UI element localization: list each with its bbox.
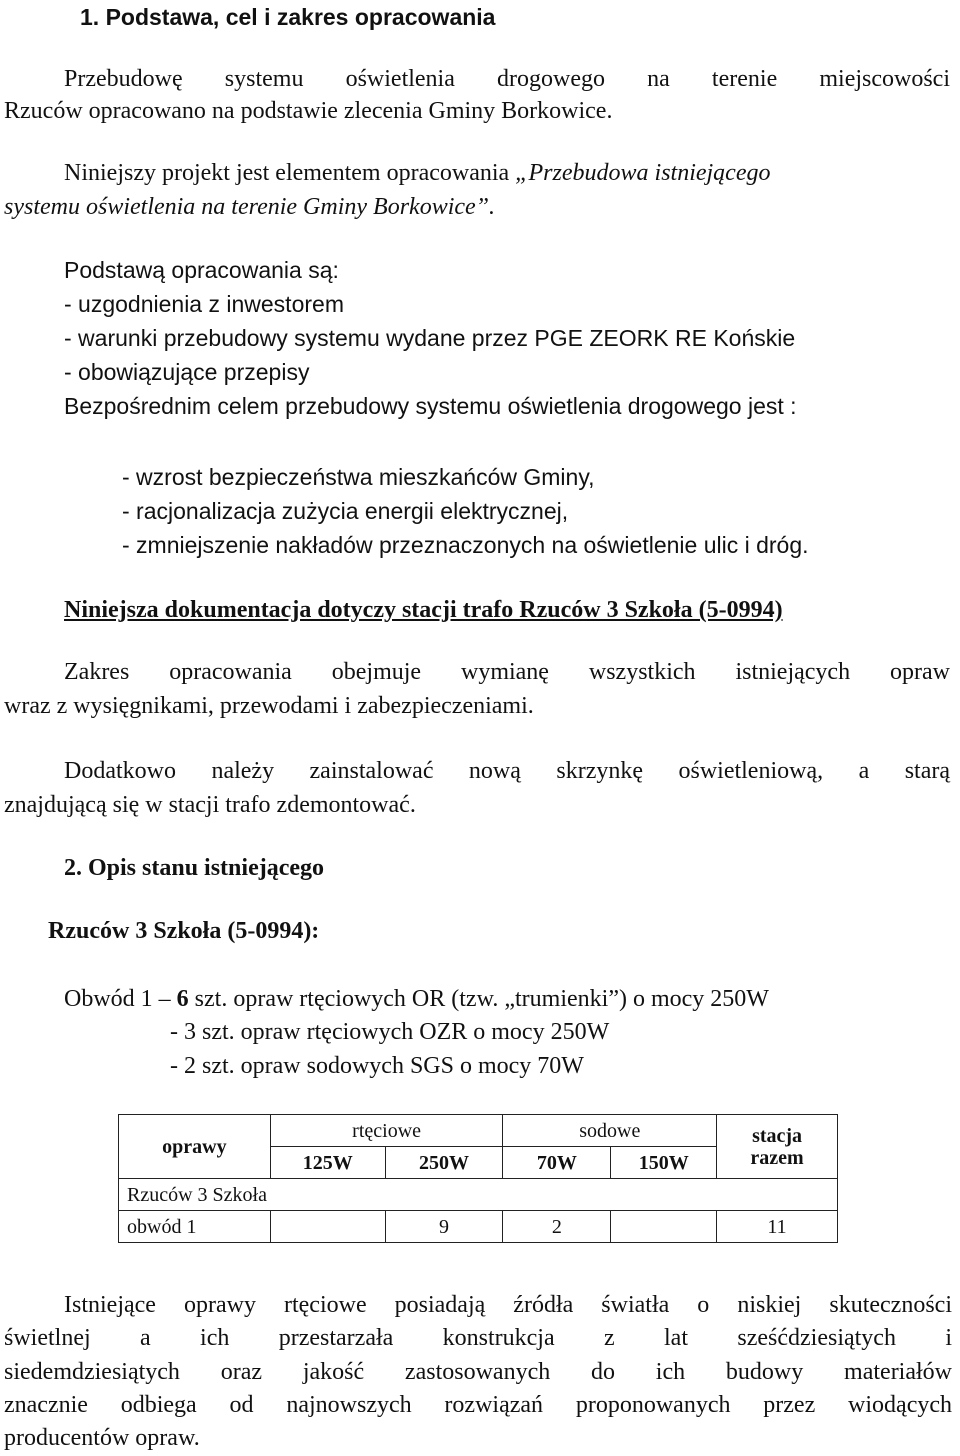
cell-total: 11 <box>717 1211 838 1243</box>
list-item: - racjonalizacja zużycia energii elektrycznej, <box>122 498 569 524</box>
header-razem: razem <box>750 1146 804 1169</box>
list-item: - obowiązujące przepisy <box>64 359 310 385</box>
cell-70w: 2 <box>503 1211 611 1243</box>
header-70w: 70W <box>503 1147 611 1179</box>
station-heading: Rzuców 3 Szkoła (5-0994): <box>48 918 320 944</box>
list-item: - zmniejszenie nakładów przeznaczonych na oświetlenie ulic i dróg. <box>122 532 809 558</box>
goal-title: Bezpośrednim celem przebudowy systemu oświetlenia drogowego jest : <box>64 393 797 419</box>
header-oprawy: oprawy <box>119 1115 271 1179</box>
header-125w: 125W <box>270 1147 385 1179</box>
paragraph-line: znacznie odbiega od najnowszych rozwiązań proponowanych przez wiodących <box>4 1392 952 1418</box>
list-item: - uzgodnienia z inwestorem <box>64 291 344 317</box>
section-1-heading: 1. Podstawa, cel i zakres opracowania <box>80 4 496 30</box>
paragraph-line: Przebudowę systemu oświetlenia drogowego na terenie miejscowości <box>64 66 950 92</box>
list-item: - wzrost bezpieczeństwa mieszkańców Gminy, <box>122 464 595 490</box>
section-2-heading: 2. Opis stanu istniejącego <box>64 855 325 881</box>
basis-title: Podstawą opracowania są: <box>64 257 339 283</box>
paragraph-line: znajdującą się w stacji trafo zdemontować. <box>4 792 416 818</box>
luminaire-table <box>118 1114 838 1243</box>
paragraph-line: producentów opraw. <box>4 1425 200 1451</box>
header-stacja: stacja <box>752 1124 803 1147</box>
paragraph-text: Niniejszy projekt jest elementem opracowania <box>64 160 516 186</box>
row-label: obwód 1 <box>119 1211 271 1243</box>
project-title-italic: „Przebudowa istniejącego <box>515 160 771 186</box>
paragraph-line <box>64 156 771 190</box>
paragraph-line: Dodatkowo należy zainstalować nową skrzynkę oświetleniową, a starą <box>64 758 950 784</box>
header-sodowe: sodowe <box>503 1115 717 1147</box>
paragraph-line: wraz z wysięgnikami, przewodami i zabezpieczeniami. <box>4 693 534 719</box>
circuit-line: - 3 szt. opraw rtęciowych OZR o mocy 250W <box>170 1019 610 1045</box>
project-title-italic: systemu oświetlenia na terenie Gminy Borkowice”. <box>4 194 496 220</box>
circuit-line: - 2 szt. opraw sodowych SGS o mocy 70W <box>170 1053 584 1079</box>
station-row: Rzuców 3 Szkoła <box>119 1179 838 1211</box>
cell-150w <box>611 1211 717 1243</box>
circuit-count: 6 <box>176 986 189 1012</box>
circuit-prefix: Obwód 1 – <box>64 986 177 1012</box>
header-150w: 150W <box>611 1147 717 1179</box>
paragraph-line: świetlnej a ich przestarzała konstrukcja z lat sześćdziesiątych i <box>4 1325 952 1351</box>
header-stacja-razem <box>717 1115 838 1179</box>
header-250w: 250W <box>385 1147 503 1179</box>
paragraph-line: Istniejące oprawy rtęciowe posiadają źródła światła o niskiej skuteczności <box>64 1292 952 1318</box>
circuit-line <box>64 982 769 1016</box>
cell-125w <box>270 1211 385 1243</box>
paragraph-line: Zakres opracowania obejmuje wymianę wszystkich istniejących opraw <box>64 659 950 685</box>
list-item: - warunki przebudowy systemu wydane przez PGE ZEORK RE Końskie <box>64 325 796 351</box>
paragraph-line: siedemdziesiątych oraz jakość zastosowanych do ich budowy materiałów <box>4 1359 952 1385</box>
cell-250w: 9 <box>385 1211 503 1243</box>
document-scope-statement: Niniejsza dokumentacja dotyczy stacji trafo Rzuców 3 Szkoła (5-0994) <box>64 597 783 623</box>
paragraph-line: Rzuców opracowano na podstawie zlecenia Gminy Borkowice. <box>4 98 613 124</box>
circuit-text: szt. opraw rtęciowych OR (tzw. „trumienki”) o mocy 250W <box>188 986 769 1012</box>
header-rteciowe: rtęciowe <box>270 1115 503 1147</box>
